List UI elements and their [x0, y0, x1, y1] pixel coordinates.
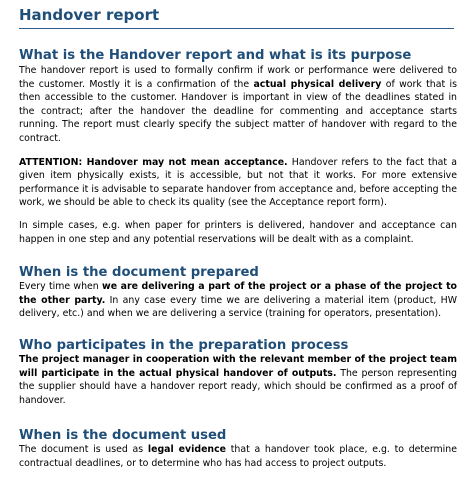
document-page [0, 6, 474, 497]
paragraph [19, 353, 457, 407]
bold-text: we are delivering a part of the project or a phase of the project to the other party. [19, 281, 457, 306]
paragraph [19, 280, 457, 321]
text-run: The handover report is used to formally confirm if work or performance were delivered to the customer. Mostly it is a confirmation of the [19, 65, 457, 90]
text-run: The person representing the supplier should have a handover report ready, which should be confirmed as a proof of handover. [19, 367, 457, 406]
paragraph: In simple cases, e.g. when paper for printers is delivered, handover and acceptance can happen in one step and any potential reservations will be dealt with as a complaint. [19, 219, 457, 245]
text-run: Handover refers to the fact that a given item physically exists, it is accessible, but not that it works. For more extensive performance it is advisable to separate handover from acceptance and, before accepting the work, we should be able to check its quality (see the Acceptance report form). [19, 156, 457, 209]
section-participants [19, 338, 457, 407]
text-run: that a handover took place, e.g. to determine contractual deadlines, or to determine who has had access to project outputs. [19, 444, 457, 469]
section-when-used [19, 428, 457, 470]
section-purpose [19, 48, 457, 246]
bold-text: ATTENTION: Handover may not mean acceptance. [19, 156, 288, 168]
paragraph [19, 443, 457, 470]
paragraph [19, 156, 457, 210]
text-run: Every time when [19, 281, 103, 293]
section-when-prepared [19, 265, 457, 321]
section-heading: When is the document used [19, 428, 227, 444]
text-run: of work that is then accessible to the customer. Handover is important in view of the deadlines stated in the contract; after the handover the deadline for commenting and acceptance starts running. The report must clearly specify the subject matter of handover with regard to the contract. [19, 78, 457, 144]
paragraph [19, 64, 457, 146]
text-run: The document is used as [19, 444, 148, 456]
section-heading: When is the document prepared [19, 265, 259, 281]
bold-text: legal evidence [147, 444, 227, 456]
text-run: In any case every time we are delivering a material item (product, HW delivery, etc.) and when we are delivering a service (training for operators, presentation). [19, 294, 457, 320]
bold-text: The project manager in cooperation with the relevant member of the project team will participate in the actual physical handover of outputs. [19, 353, 457, 379]
page-title: Handover report [19, 6, 160, 24]
title-bar [19, 6, 454, 29]
section-heading: What is the Handover report and what is its purpose [19, 48, 412, 63]
section-heading: Who participates in the preparation process [19, 337, 349, 353]
bold-text: actual physical delivery [253, 78, 382, 90]
